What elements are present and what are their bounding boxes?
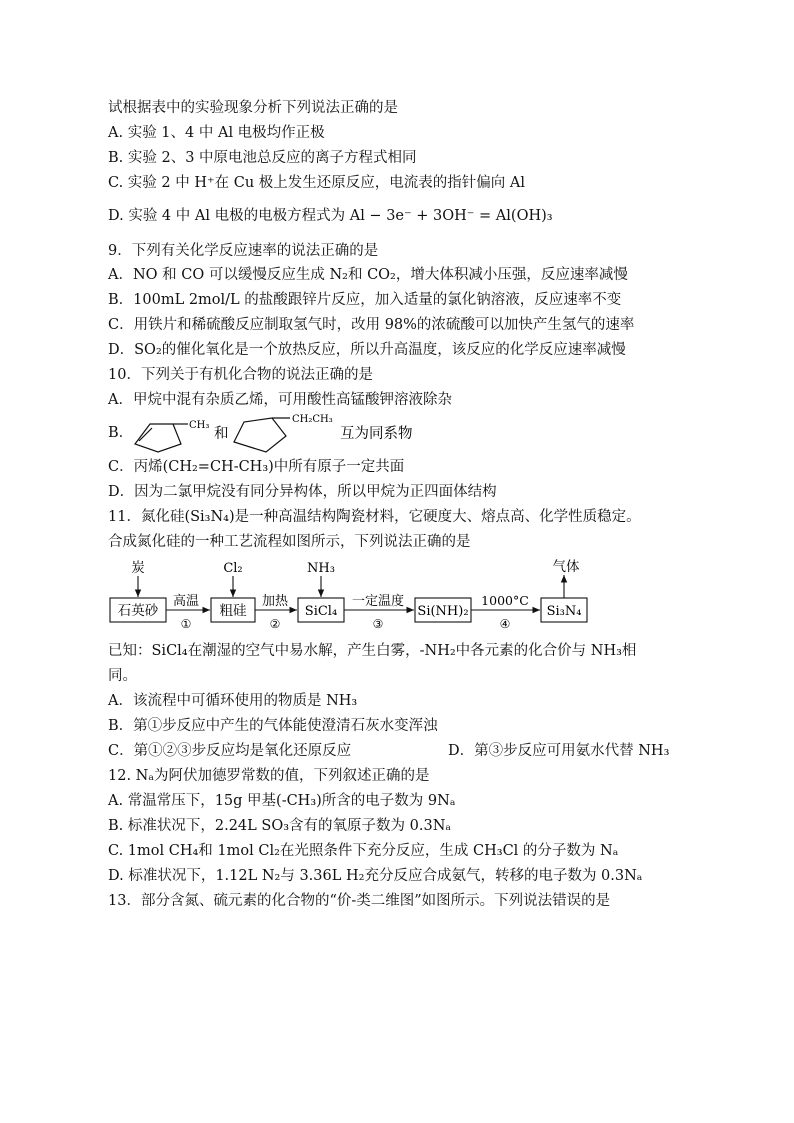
q9-option-c: C．用铁片和稀硫酸反应制取氢气时，改用 98%的浓硫酸可以加快产生氢气的速率	[108, 317, 635, 333]
ethyl-label: CH₂CH₃	[292, 414, 333, 425]
q9-option-b: B．100mL 2mol/L 的盐酸跟锌片反应，加入适量的氯化钠溶液，反应速率不变	[108, 292, 622, 308]
q8-option-d	[108, 206, 553, 226]
flow-step2-number: ②	[269, 617, 281, 631]
q12-option-d: D. 标准状况下，1.12L N₂与 3.36L H₂充分反应合成氨气，转移的电子数为 0.3Nₐ	[108, 868, 643, 884]
q10-stem: 10．下列关于有机化合物的说法正确的是	[108, 367, 373, 383]
flow-input-chlorine: Cl₂	[223, 561, 243, 576]
flow-box-si-nh2-label: Si(NH)₂	[417, 604, 469, 619]
homologue-text: 互为同系物	[340, 426, 413, 442]
q11-stem-line2: 合成氮化硅的一种工艺流程如图所示，下列说法正确的是	[108, 534, 471, 550]
q11-option-c: C．第①②③步反应均是氧化还原反应	[108, 743, 352, 759]
and-label: 和	[214, 426, 229, 442]
flow-input-ammonia: NH₃	[307, 561, 335, 576]
q8-option-b: B. 实验 2、3 中原电池总反应的离子方程式相同	[108, 150, 417, 166]
flow-step2-condition: 加热	[261, 594, 289, 609]
q8-option-d-equation: Al − 3e⁻ + 3OH⁻ = Al(OH)₃	[349, 208, 553, 224]
flow-step3-condition: 一定温度	[351, 594, 405, 609]
flow-box-quartz-sand-label: 石英砂	[117, 603, 159, 619]
flow-input-carbon: 炭	[131, 560, 145, 576]
flow-step4-condition: 1000°C	[481, 593, 529, 608]
flow-box-crude-silicon-label: 粗硅	[219, 603, 247, 619]
methyl-label: CH₃	[189, 420, 210, 431]
q9-option-a: A．NO 和 CO 可以缓慢反应生成 N₂和 CO₂，增大体积减小压强，反应速率减慢	[108, 267, 628, 283]
q12-stem: 12. Nₐ为阿伏加德罗常数的值，下列叙述正确的是	[108, 768, 430, 784]
flow-step1-condition: 高温	[172, 594, 200, 609]
q9-stem: 9．下列有关化学反应速率的说法正确的是	[108, 243, 379, 259]
flow-box-si3n4-label: Si₃N₄	[546, 604, 582, 619]
q11-flow-diagram	[108, 558, 698, 634]
q12-option-a: A. 常温常压下，15g 甲基(-CH₃)所含的电子数为 9Nₐ	[108, 793, 456, 809]
q10-option-d: D．因为二氯甲烷没有同分异构体，所以甲烷为正四面体结构	[108, 484, 497, 500]
q11-option-d: D．第③步反应可用氨水代替 NH₃	[448, 743, 670, 759]
flow-step4-number: ④	[499, 617, 511, 631]
q11-option-a: A．该流程中可循环使用的物质是 NH₃	[108, 693, 358, 709]
q8-stem: 试根据表中的实验现象分析下列说法正确的是	[108, 100, 398, 116]
q8-option-a: A. 实验 1、4 中 Al 电极均作正极	[108, 125, 325, 141]
q11-known-line1: 已知：SiCl₄在潮湿的空气中易水解，产生白雾，-NH₂中各元素的化合价与 NH₃相	[108, 643, 637, 659]
q10-option-a: A．甲烷中混有杂质乙烯，可用酸性高锰酸钾溶液除杂	[108, 392, 452, 408]
q10-option-b-label: B．	[108, 425, 134, 441]
q10-structures	[132, 414, 422, 454]
flow-step1-number: ①	[180, 617, 192, 631]
q12-option-b: B. 标准状况下，2.24L SO₃含有的氧原子数为 0.3Nₐ	[108, 818, 451, 834]
flow-step3-number: ③	[372, 617, 384, 631]
q8-option-d-text: D. 实验 4 中 Al 电极的电极方程式为	[108, 208, 350, 224]
q12-option-c: C. 1mol CH₄和 1mol Cl₂在光照条件下充分反应，生成 CH₃Cl 的分子数为 Nₐ	[108, 843, 619, 859]
q9-option-d: D．SO₂的催化氧化是一个放热反应，所以升高温度，该反应的化学反应速率减慢	[108, 342, 626, 358]
cyclopentane-ring	[234, 418, 286, 452]
q8-option-c: C. 实验 2 中 H⁺在 Cu 极上发生还原反应，电流表的指针偏向 Al	[108, 175, 526, 191]
q13-stem: 13．部分含氮、硫元素的化合物的“价-类二维图”如图所示。下列说法错误的是	[108, 893, 611, 909]
flow-box-sicl4-label: SiCl₄	[304, 604, 338, 619]
flow-output-gas: 气体	[552, 559, 580, 575]
q11-known-line2: 同。	[108, 668, 137, 684]
q11-option-b: B．第①步反应中产生的气体能使澄清石灰水变浑浊	[108, 718, 438, 734]
q11-stem-line1: 11．氮化硅(Si₃N₄)是一种高温结构陶瓷材料，它硬度大、熔点高、化学性质稳定。	[108, 509, 641, 525]
q10-option-c: C．丙烯(CH₂=CH-CH₃)中所有原子一定共面	[108, 459, 405, 475]
